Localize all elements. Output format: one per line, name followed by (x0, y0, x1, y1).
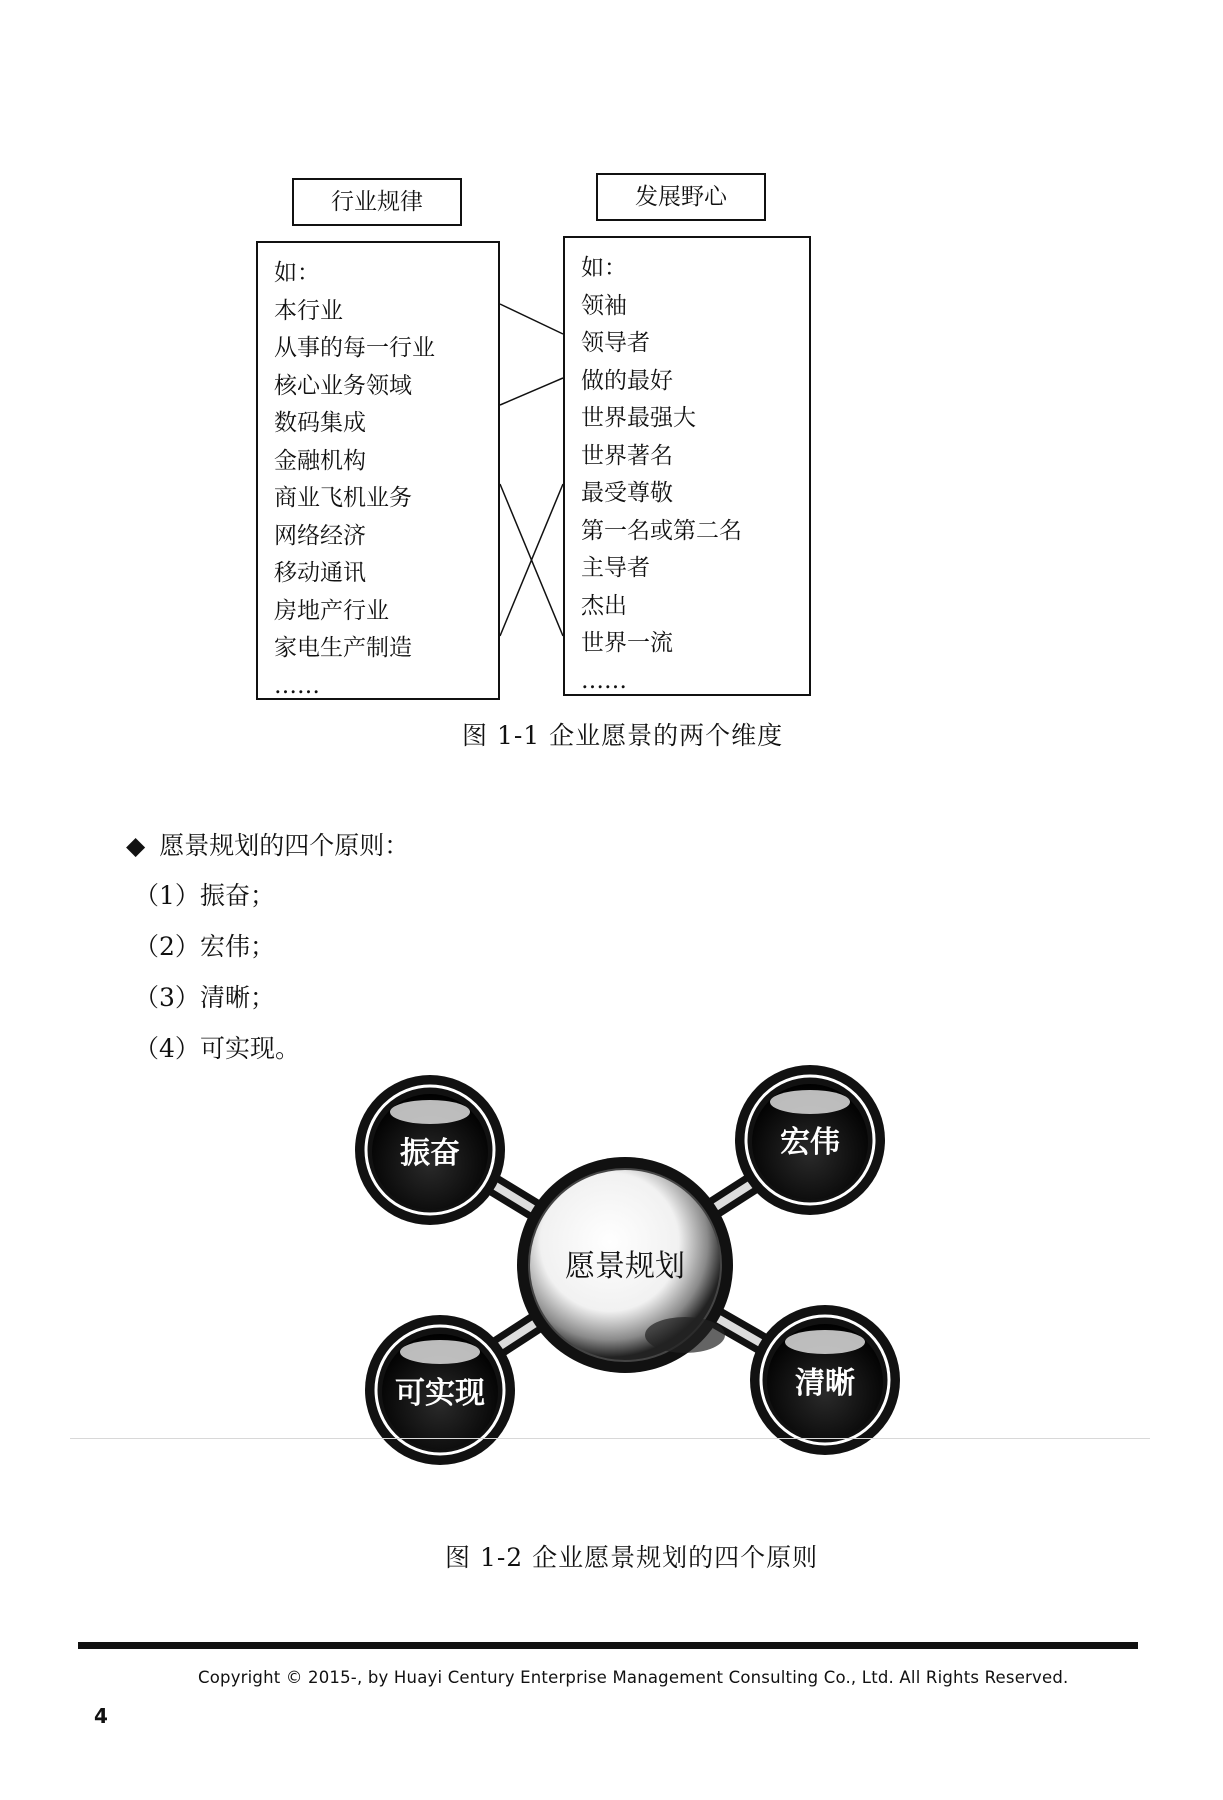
principle-text: 宏伟； (200, 932, 276, 961)
principle-number: （1） (134, 881, 200, 910)
left-header-label: 行业规律 (331, 189, 423, 215)
figure-2-caption: 图 1-2 企业愿景规划的四个原则 (445, 1543, 819, 1572)
principle-text: 可实现。 (200, 1034, 301, 1063)
list-item: 世界最强大 (581, 405, 696, 431)
diamond-bullet-icon: ◆ (126, 831, 146, 860)
list-item: 主导者 (581, 555, 650, 581)
principles-title: 愿景规划的四个原则： (159, 831, 410, 860)
list-item: 家电生产制造 (274, 635, 412, 661)
right-header-label: 发展野心 (635, 184, 727, 210)
node-bottom-right (750, 1305, 900, 1455)
list-item: …… (274, 672, 320, 699)
list-item: 如： (581, 255, 627, 281)
principle-number: （4） (134, 1034, 200, 1063)
list-item: 世界一流 (581, 630, 673, 656)
list-item: 领袖 (581, 292, 627, 319)
list-item: 商业飞机业务 (274, 485, 412, 511)
center-label: 愿景规划 (565, 1249, 685, 1284)
copyright-text: Copyright © 2015-, by Huayi Century Enterprise Management Consulting Co., Ltd. All Rights Reserved. (198, 1668, 1069, 1687)
principle-text: 振奋； (200, 881, 276, 910)
node-top-left (355, 1075, 505, 1225)
footer-rule (78, 1642, 1138, 1649)
list-item: 本行业 (274, 297, 343, 324)
node-label: 可实现 (395, 1376, 485, 1411)
list-item: 领导者 (581, 330, 650, 356)
list-item: 核心业务领域 (274, 372, 412, 399)
list-item: 网络经济 (274, 522, 366, 549)
figure-1-caption: 图 1-1 企业愿景的两个维度 (462, 721, 784, 750)
list-item: 做的最好 (581, 367, 673, 394)
scan-line (70, 1438, 1150, 1439)
list-item: 从事的每一行业 (274, 335, 435, 361)
list-item: 金融机构 (274, 447, 366, 474)
list-item: 移动通讯 (274, 560, 366, 586)
list-item: 房地产行业 (274, 597, 389, 624)
list-item: 杰出 (581, 592, 627, 619)
node-bottom-left (365, 1315, 515, 1465)
node-center (517, 1157, 733, 1373)
list-item: 数码集成 (274, 410, 366, 436)
principle-number: （3） (134, 983, 200, 1012)
node-label: 清晰 (795, 1366, 855, 1401)
list-item: …… (581, 667, 627, 694)
list-item: 如： (274, 260, 320, 286)
page-number: 4 (94, 1704, 108, 1728)
list-item: 第一名或第二名 (581, 517, 742, 544)
node-label: 振奋 (400, 1136, 460, 1171)
list-item: 世界著名 (581, 442, 673, 469)
node-top-right (735, 1065, 885, 1215)
node-label: 宏伟 (780, 1125, 840, 1160)
list-item: 最受尊敬 (581, 480, 673, 506)
principle-text: 清晰； (200, 983, 276, 1012)
principle-number: （2） (134, 932, 200, 961)
